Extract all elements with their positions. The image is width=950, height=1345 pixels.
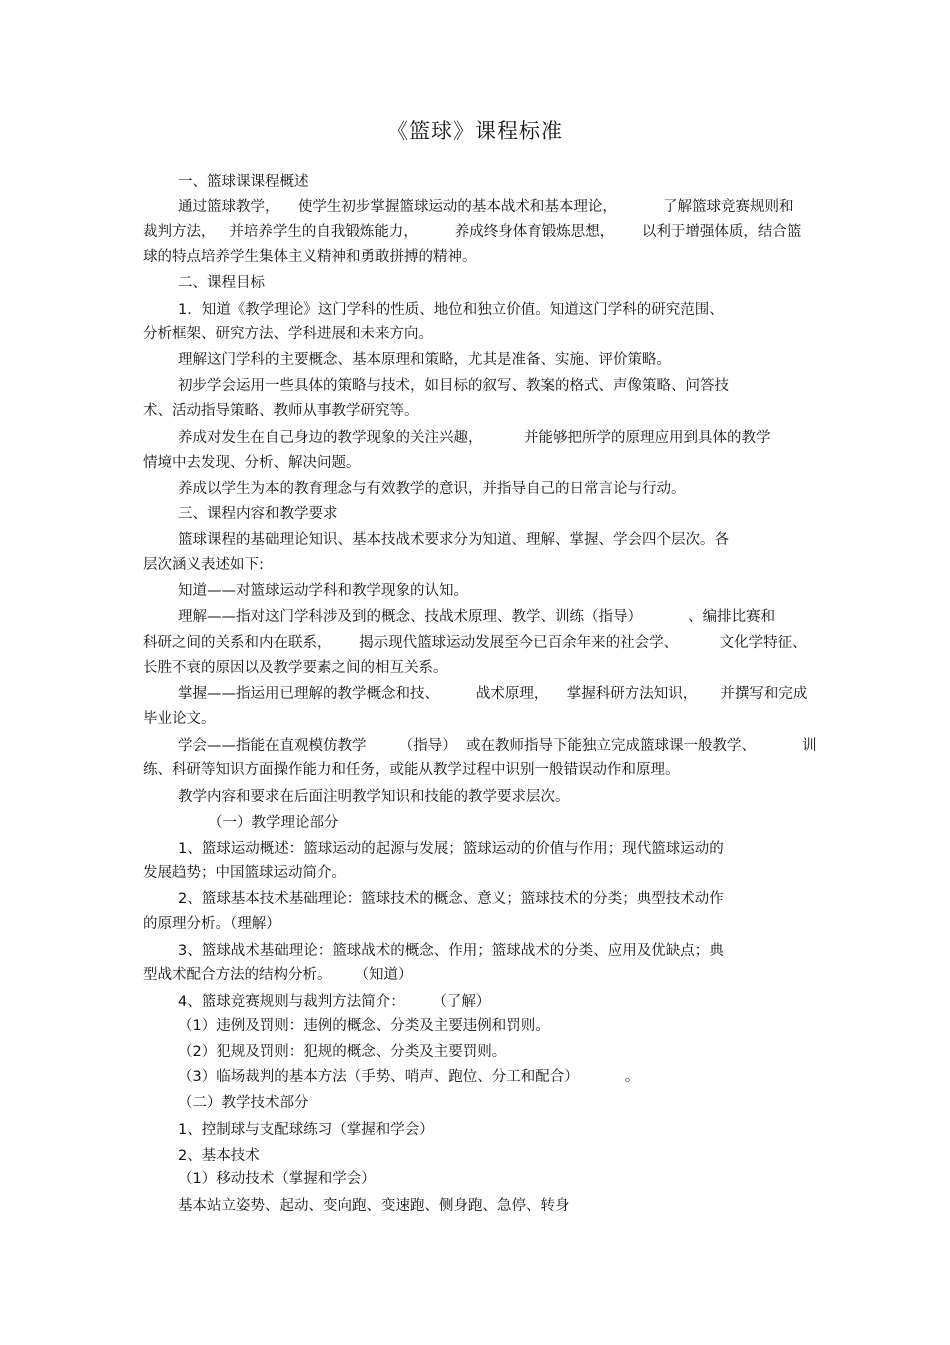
paragraph-line: 练、科研等知识方面操作能力和任务，或能从教学过程中识别一般错误动作和原理。: [143, 762, 680, 778]
paragraph-line: 教学内容和要求在后面注明教学知识和技能的教学要求层次。: [178, 789, 570, 805]
paragraph-line: 理解这门学科的主要概念、基本原理和策略，尤其是准备、实施、评价策略。: [178, 352, 671, 368]
paragraph-line: 1．知道《教学理论》这门学科的性质、地位和独立价值。知道这门学科的研究范围、: [178, 302, 724, 318]
paragraph-line: 型战术配合方法的结构分析。 （知道）: [143, 967, 413, 983]
paragraph-line: 层次涵义表述如下:: [143, 557, 264, 573]
paragraph-line: 养成以学生为本的教育理念与有效教学的意识，并指导自己的日常言论与行动。: [178, 481, 686, 497]
paragraph-line: （1）违例及罚则：违例的概念、分类及主要违例和罚则。: [178, 1018, 550, 1034]
paragraph-line: 毕业论文。: [143, 711, 216, 727]
paragraph-line: 3、篮球战术基础理论：篮球战术的概念、作用；篮球战术的分类、应用及优缺点；典: [178, 943, 724, 959]
paragraph-line: 科研之间的关系和内在联系， 揭示现代篮球运动发展至今已百余年来的社会学、 文化学特征、: [143, 635, 807, 651]
paragraph-line: 的原理分析。（理解）: [143, 916, 281, 932]
paragraph-line: 1、控制球与支配球练习（掌握和学会）: [178, 1122, 434, 1138]
section-heading: 二、课程目标: [178, 275, 265, 291]
paragraph-line: 2、篮球基本技术基础理论：篮球技术的概念、意义；篮球技术的分类；典型技术动作: [178, 891, 724, 907]
paragraph-line: 通过篮球教学， 使学生初步掌握篮球运动的基本战术和基本理论， 了解篮球竞赛规则和: [178, 199, 794, 215]
section-heading: 三、课程内容和教学要求: [178, 506, 338, 522]
paragraph-line: 1、篮球运动概述：篮球运动的起源与发展；篮球运动的价值与作用；现代篮球运动的: [178, 841, 724, 857]
subsection-heading: （一）教学理论部分: [208, 815, 339, 831]
paragraph-line: 2、基本技术: [178, 1148, 260, 1164]
paragraph-line: （3）临场裁判的基本方法（手势、哨声、跑位、分工和配合） 。: [178, 1069, 640, 1085]
paragraph-line: 学会——指能在直观模仿教学 （指导） 或在教师指导下能独立完成篮球课一般教学、 训: [178, 738, 817, 754]
paragraph-line: 裁判方法， 并培养学生的自我锻炼能力， 养成终身体育锻炼思想， 以利于增强体质，结合篮: [143, 224, 802, 240]
paragraph-line: 知道——对篮球运动学科和教学现象的认知。: [178, 583, 468, 599]
paragraph-line: 篮球课程的基础理论知识、基本技战术要求分为知道、理解、掌握、学会四个层次。各: [178, 532, 729, 548]
paragraph-line: 初步学会运用一些具体的策略与技术，如目标的叙写、教案的格式、声像策略、问答技: [178, 378, 729, 394]
paragraph-line: 长胜不衰的原因以及教学要素之间的相互关系。: [143, 660, 448, 676]
section-heading: 一、篮球课课程概述: [178, 174, 309, 190]
paragraph-line: 基本站立姿势、起动、变向跑、变速跑、侧身跑、急停、转身: [178, 1198, 570, 1214]
paragraph-line: 发展趋势；中国篮球运动简介。: [143, 865, 346, 881]
paragraph-line: 养成对发生在自己身边的教学现象的关注兴趣， 并能够把所学的原理应用到具体的教学: [178, 430, 771, 446]
subsection-heading: （二）教学技术部分: [178, 1095, 309, 1111]
paragraph-line: 掌握——指运用已理解的教学概念和技、 战术原理， 掌握科研方法知识， 并撰写和完成: [178, 686, 808, 702]
paragraph-line: 球的特点培养学生集体主义精神和勇敢拼搏的精神。: [143, 249, 477, 265]
paragraph-line: 情境中去发现、分析、解决问题。: [143, 455, 361, 471]
paragraph-line: 术、活动指导策略、教师从事教学研究等。: [143, 403, 419, 419]
paragraph-line: （2）犯规及罚则：犯规的概念、分类及主要罚则。: [178, 1044, 507, 1060]
paragraph-line: 分析框架、研究方法、学科进展和未来方向。: [143, 326, 433, 342]
paragraph-line: 理解——指对这门学科涉及到的概念、技战术原理、教学、训练（指导） 、编排比赛和: [178, 609, 776, 625]
paragraph-line: （1）移动技术（掌握和学会）: [178, 1171, 376, 1187]
document-title: 《篮球》课程标准: [387, 119, 563, 143]
paragraph-line: 4、篮球竞赛规则与裁判方法简介： （了解）: [178, 994, 491, 1010]
